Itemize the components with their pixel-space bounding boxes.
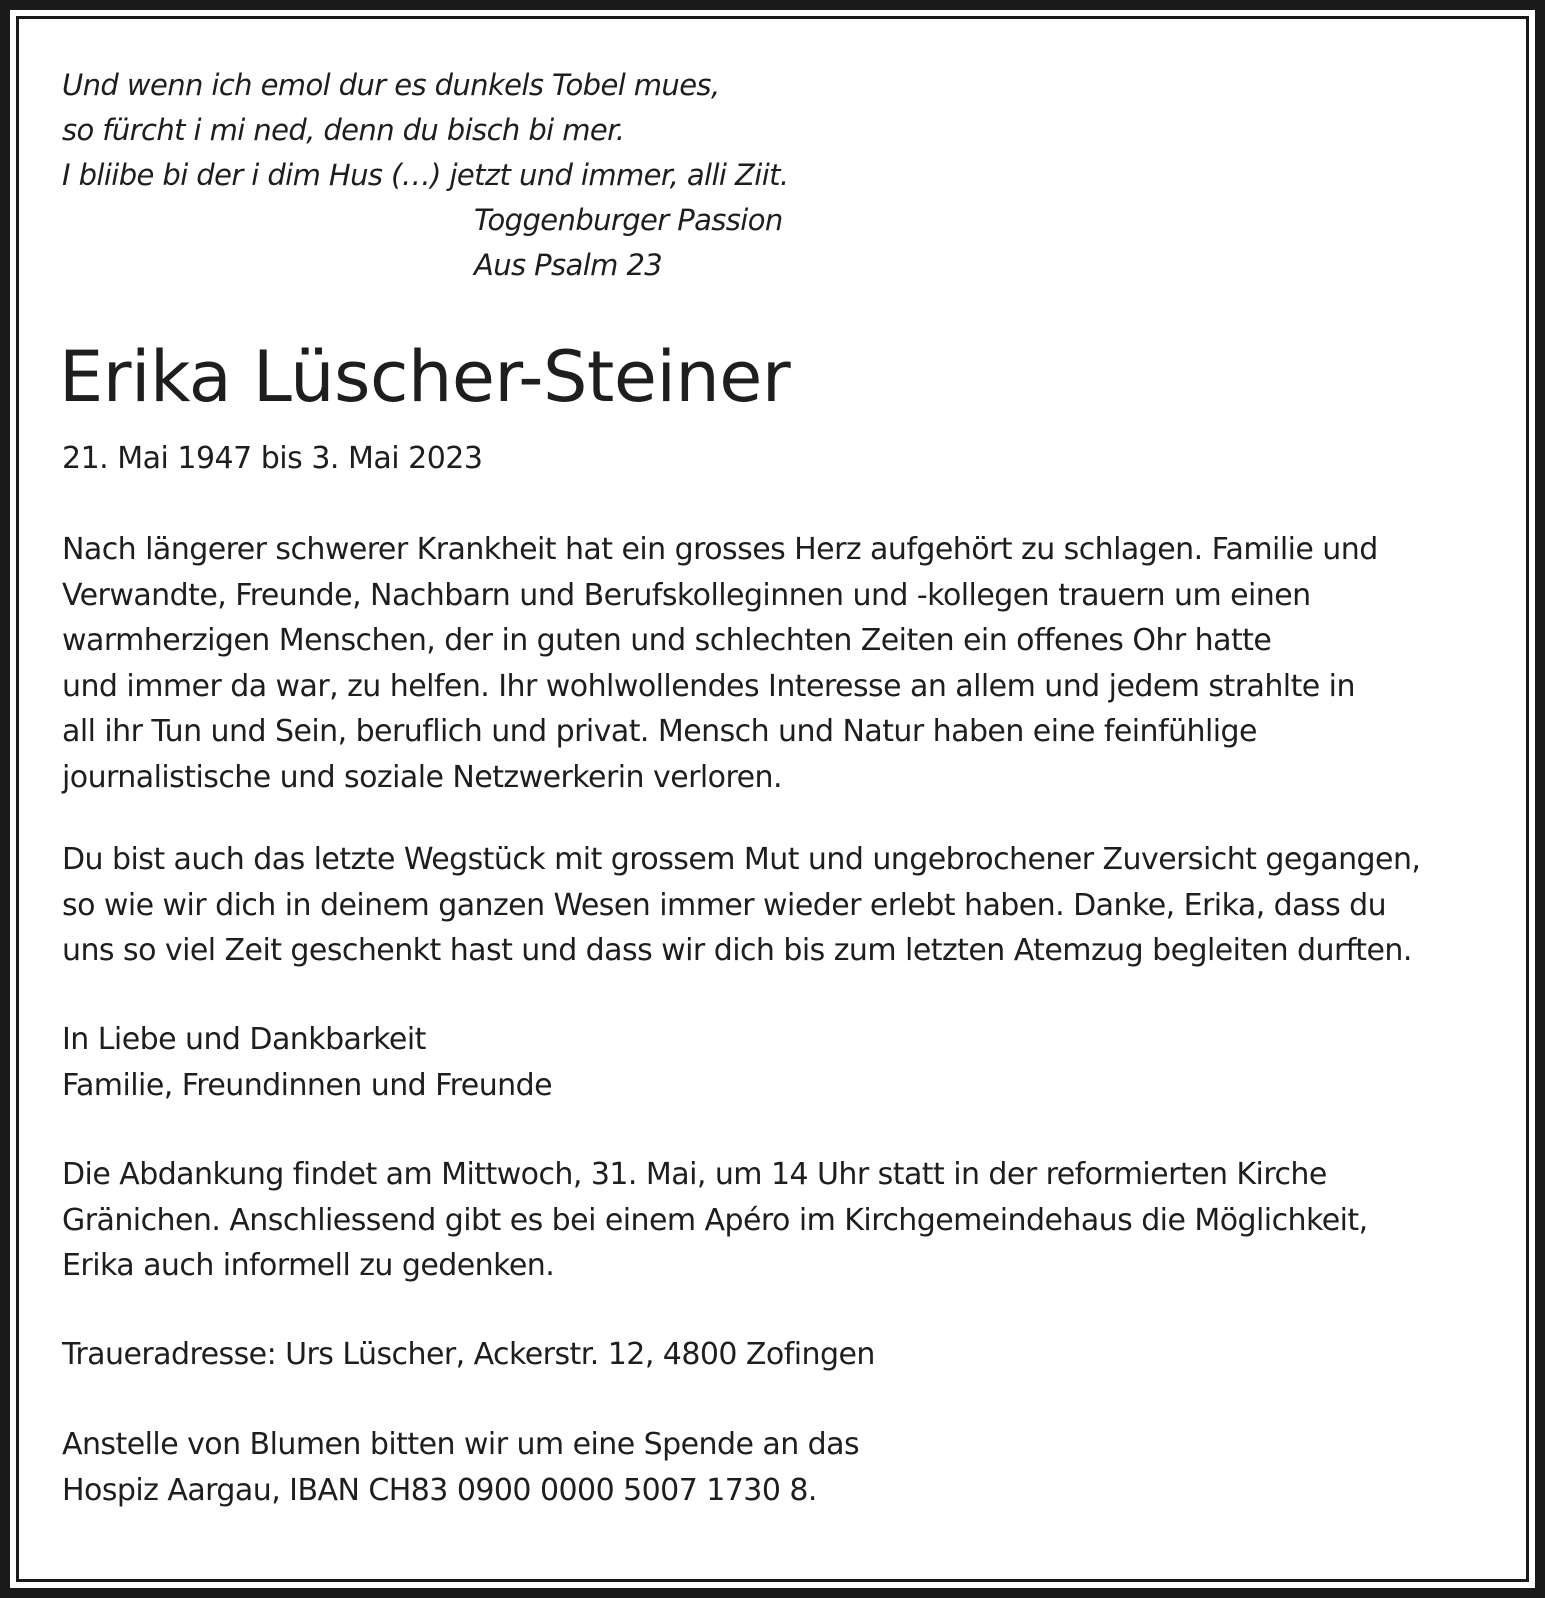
text-line: Erika auch informell zu gedenken. <box>62 1248 555 1283</box>
text-line: Verwandte, Freunde, Nachbarn und Berufskolleginnen und -kollegen trauern um einen <box>62 577 1311 613</box>
mourning-address <box>62 1332 1502 1378</box>
tribute-paragraph <box>62 527 1502 800</box>
text-line: so wie wir dich in deinem ganzen Wesen immer wieder erlebt haben. Danke, Erika, dass du <box>62 887 1387 923</box>
motto-line: Und wenn ich emol dur es dunkels Tobel mues, <box>62 68 720 102</box>
motto-line: I bliibe bi der i dim Hus (…) jetzt und immer, alli Ziit. <box>62 158 789 192</box>
text-line: Nach längerer schwerer Krankheit hat ein grosses Herz aufgehört zu schlagen. Familie und <box>62 532 1378 567</box>
motto-line: so fürcht i mi ned, denn du bisch bi mer. <box>62 113 625 147</box>
signature-block <box>62 1017 1502 1108</box>
text-line: Familie, Freundinnen und Freunde <box>62 1067 553 1103</box>
text-line: warmherzigen Menschen, der in guten und schlechten Zeiten ein offenes Ohr hatte <box>62 623 1272 658</box>
text-line: Du bist auch das letzte Wegstück mit grossem Mut und ungebrochener Zuversicht gegangen, <box>62 842 1421 877</box>
text-line: Anstelle von Blumen bitten wir um eine Spende an das <box>62 1427 860 1462</box>
deceased-name: Erika Lüscher-Steiner <box>59 336 791 418</box>
text-line: Gränichen. Anschliessend gibt es bei einem Apéro im Kirchgemeindehaus die Möglichkeit, <box>62 1202 1368 1238</box>
text-line: all ihr Tun und Sein, beruflich und privat. Mensch und Natur haben eine feinfühlige <box>62 714 1257 749</box>
text-line: journalistische und soziale Netzwerkerin verloren. <box>62 759 782 795</box>
life-dates: 21. Mai 1947 bis 3. Mai 2023 <box>62 441 483 476</box>
text-line: und immer da war, zu helfen. Ihr wohlwollendes Interesse an allem und jedem strahlte in <box>62 668 1355 704</box>
text-line: Hospiz Aargau, IBAN CH83 0900 0000 5007 1730 8. <box>62 1472 817 1508</box>
text-line: Die Abdankung findet am Mittwoch, 31. Mai, um 14 Uhr statt in der reformierten Kirche <box>62 1157 1327 1192</box>
text-line: In Liebe und Dankbarkeit <box>62 1022 426 1057</box>
farewell-paragraph <box>62 837 1502 974</box>
service-details <box>62 1152 1502 1289</box>
motto-source: Aus Psalm 23 <box>474 248 663 282</box>
text-line: Traueradresse: Urs Lüscher, Ackerstr. 12, 4800 Zofingen <box>62 1337 875 1372</box>
text-line: uns so viel Zeit geschenkt hast und dass wir dich bis zum letzten Atemzug begleiten durften. <box>62 933 1412 968</box>
donation-note <box>62 1422 1502 1513</box>
motto-source: Toggenburger Passion <box>474 203 783 237</box>
